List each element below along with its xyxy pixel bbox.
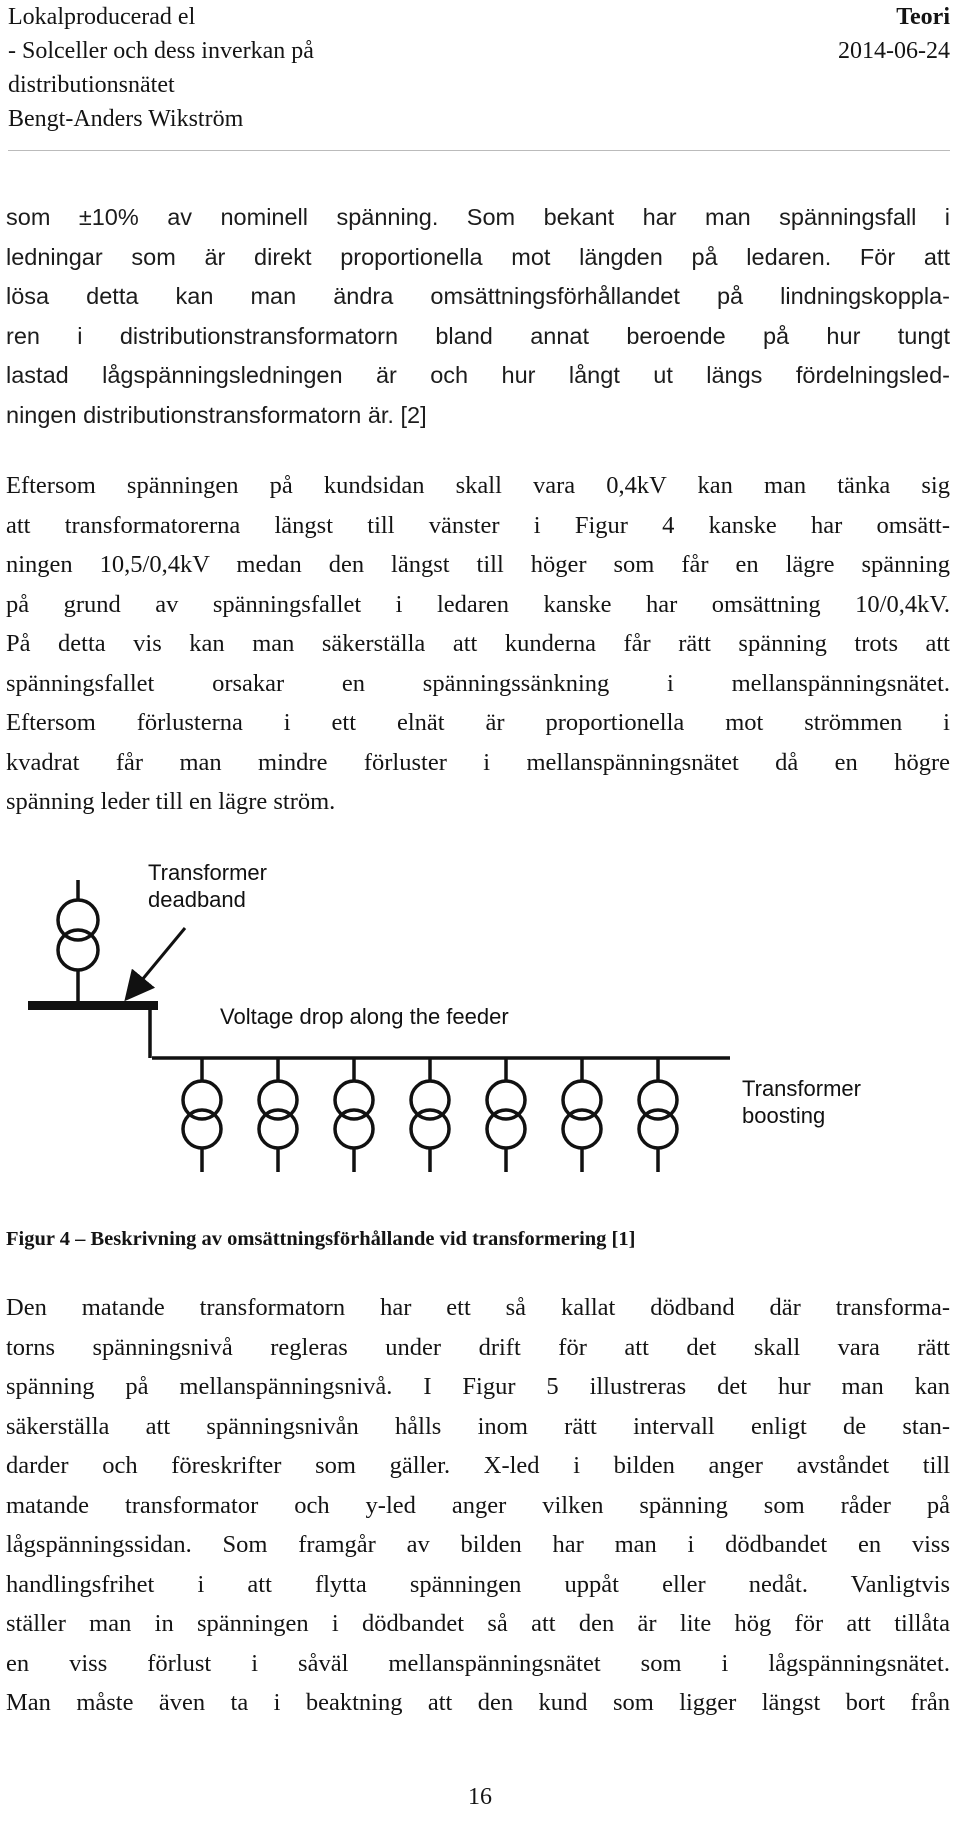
busbar (28, 1001, 158, 1010)
header-author: Bengt-Anders Wikström (8, 106, 244, 132)
text-line: ledningar som är direkt proportionella mot längden på ledaren. För att (6, 243, 950, 270)
header-left (8, 0, 314, 136)
text-line: lastad lågspänningsledningen är och hur långt ut längs fördelningsled- (6, 362, 950, 388)
distribution-transformer (411, 1058, 449, 1172)
text-line: att transformatorerna längst till vänster i Figur 4 kanske har omsätt- (6, 511, 950, 539)
header-right (838, 0, 950, 68)
text-line: spänning leder till en lägre ström. (6, 788, 336, 815)
text-line: på grund av spänningsfallet i ledaren kanske har omsättning 10/0,4kV. (6, 590, 950, 618)
deadband-arrow (132, 928, 185, 992)
paragraph-3 (6, 1288, 950, 1723)
text-line: spänning på mellanspänningsnivå. I Figur 5 illustreras det hur man kan (6, 1373, 950, 1400)
text-line: Eftersom spänningen på kundsidan skall vara 0,4kV kan man tänka sig (6, 472, 950, 499)
text-line: Eftersom förlusterna i ett elnät är proportionella mot strömmen i (6, 709, 950, 736)
text-line: ställer man in spänningen i dödbandet så att den är lite hög för att tillåta (6, 1610, 950, 1637)
header-title-line1: Lokalproducerad el (8, 4, 196, 30)
header-date: 2014-06-24 (838, 38, 950, 64)
text-line: ren i distributionstransformatorn bland annat beroende på hur tungt (6, 322, 950, 349)
text-line: matande transformator och y-led anger vilken spänning som råder på (6, 1491, 950, 1519)
transformer-figure (0, 850, 960, 1190)
boosting-label-line1: Transformer (742, 1076, 861, 1101)
header-title-line3: distributionsnätet (8, 72, 175, 98)
header-section: Teori (896, 4, 950, 30)
text-line: lågspänningssidan. Som framgår av bilden har man i dödbandet en viss (6, 1531, 950, 1558)
feeder-label: Voltage drop along the feeder (220, 1004, 509, 1029)
text-line: som ±10% av nominell spänning. Som bekant har man spänningsfall i (6, 204, 950, 230)
paragraph-1 (6, 198, 950, 435)
text-line: Man måste även ta i beaktning att den kund som ligger längst bort från (6, 1689, 950, 1716)
distribution-transformer (487, 1058, 525, 1172)
page-number: 16 (468, 1784, 492, 1810)
text-line: torns spänningsnivå regleras under drift för att det skall vara rätt (6, 1333, 950, 1361)
text-line: säkerställa att spänningsnivån hålls inom rätt intervall enligt de stan- (6, 1412, 950, 1440)
feeding-transformer (58, 880, 98, 1002)
distribution-transformer (563, 1058, 601, 1172)
text-line: Den matande transformatorn har ett så kallat dödband där transforma- (6, 1294, 950, 1321)
distribution-transformer (335, 1058, 373, 1172)
text-line: ningen 10,5/0,4kV medan den längst till höger som får en lägre spänning (6, 551, 950, 578)
paragraph-2 (6, 466, 950, 822)
boosting-label-line2: boosting (742, 1103, 826, 1128)
distribution-transformer (259, 1058, 297, 1172)
text-line: en viss förlust i såväl mellanspänningsnätet som i lågspänningsnätet. (6, 1649, 950, 1677)
text-line: kvadrat får man mindre förluster i mellanspänningsnätet då en högre (6, 748, 950, 776)
text-line: På detta vis kan man säkerställa att kunderna får rätt spänning trots att (6, 630, 950, 657)
deadband-label-line1: Transformer (148, 860, 267, 885)
text-line: darder och föreskrifter som gäller. X-led i bilden anger avståndet till (6, 1452, 950, 1479)
distribution-transformers (183, 1058, 677, 1172)
distribution-transformer (183, 1058, 221, 1172)
text-line: spänningsfallet orsakar en spänningssänkning i mellanspänningsnätet. (6, 669, 950, 697)
header-divider (8, 150, 950, 151)
header-title-line2: - Solceller och dess inverkan på (8, 38, 314, 64)
distribution-transformer (639, 1058, 677, 1172)
figure-caption: Figur 4 – Beskrivning av omsättningsförhållande vid transformering [1] (6, 1228, 636, 1250)
text-line: ningen distributionstransformatorn är. [2] (6, 401, 427, 428)
text-line: lösa detta kan man ändra omsättningsförhållandet på lindningskoppla- (6, 283, 950, 309)
text-line: handlingsfrihet i att flytta spänningen uppåt eller nedåt. Vanligtvis (6, 1570, 950, 1598)
deadband-label-line2: deadband (148, 887, 246, 912)
